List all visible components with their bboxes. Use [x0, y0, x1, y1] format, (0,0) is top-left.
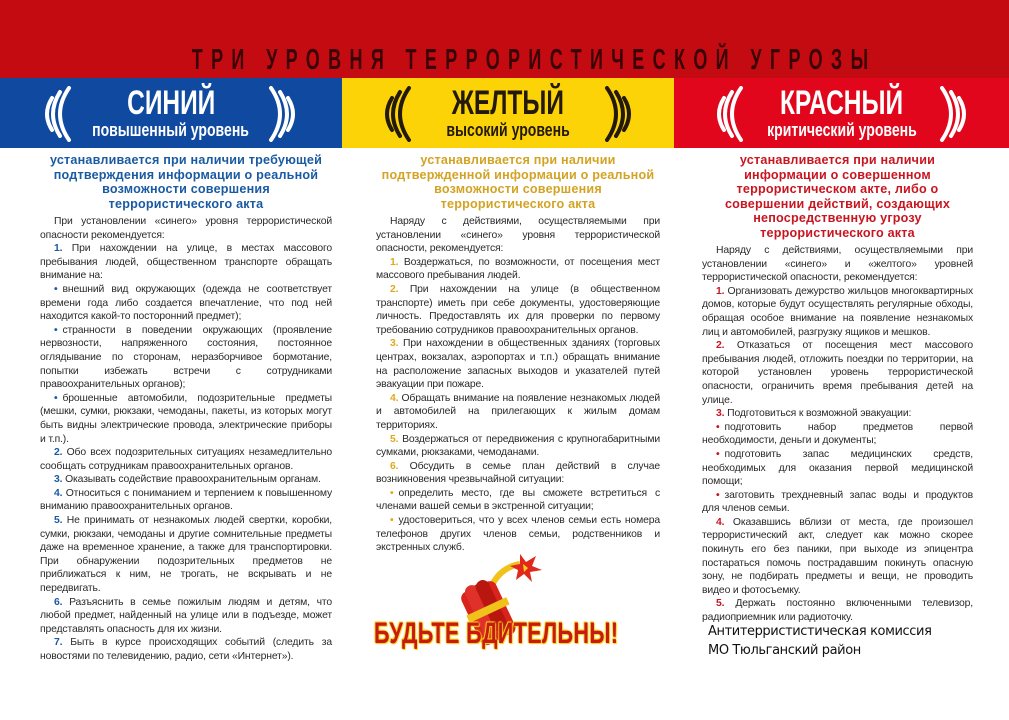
level-subtitle: высокий уровень	[446, 120, 570, 140]
signal-waves-right-icon	[933, 86, 973, 142]
list-item: 5. Держать постоянно включенными телевизор, радиоприемник или радиоточку.	[702, 598, 973, 624]
recommendations	[376, 215, 660, 555]
level-intro: устанавливается при наличии требующей подтверждения информации о реальной возможности совершения террористического акта	[49, 153, 323, 211]
bullet-icon: •	[390, 515, 394, 527]
list-item: 3. При нахождении в общественных зданиях (торговых центрах, вокзалах, аэропортах и т.п.) обращать внимание на расположение запасных выходов и указателей путей эвакуации при пожаре.	[376, 338, 660, 391]
list-item: 4. Обращать внимание на появление незнакомых людей и автомобилей на прилегающих к жилым домам территориях.	[376, 392, 660, 431]
list-item: 1. Воздержаться, по возможности, от посещения мест массового пребывания людей.	[376, 256, 660, 282]
level-subtitle: повышенный уровень	[92, 120, 250, 140]
lead-text: Наряду с действиями, осуществляемыми при установлении «синего» уровня террористической опасности, рекомендуется:	[376, 216, 660, 255]
page-title: ТРИ УРОВНЯ ТЕРРОРИСТИЧЕСКОЙ УГРОЗЫ	[191, 44, 877, 76]
level-band-red	[674, 78, 1009, 148]
level-intro: устанавливается при наличии информации о совершенном террористическом акте, либо о совершении действий, создающих непосредственную угрозу террористического акта	[724, 153, 951, 240]
bullet-icon: •	[54, 283, 58, 295]
list-item: 5. Не принимать от незнакомых людей свертки, коробки, сумки, рюкзаки, чемоданы и другие сомнительные предметы даже на временное хранение, а также для транспортировки. При обнаружении подозрительных предметов не приближаться к ним, не трогать, не вскрывать и не передвигать.	[40, 515, 332, 595]
bullet-icon: •	[390, 487, 394, 499]
bullet-icon: •	[54, 324, 58, 336]
signal-waves-right-icon	[262, 86, 302, 142]
commission-signature	[708, 622, 932, 660]
list-item: • внешний вид окружающих (одежда не соответствует времени года либо создается впечатление, что под ней находится какой-то посторонний предмет);	[40, 283, 332, 323]
signal-waves-left-icon	[378, 86, 418, 142]
list-item: • подготовить запас медицинских средств, необходимых для оказания первой медицинской помощи;	[702, 448, 973, 488]
list-item: 3. Оказывать содействие правоохранительным органам.	[54, 474, 321, 486]
list-item: 2. При нахождении на улице (в общественном транспорте) иметь при себе документы, удостоверяющие личность. Предоставлять их для проверки по первому требованию сотрудников правоохранительных органов.	[376, 283, 660, 336]
level-band-blue	[0, 78, 342, 148]
commission-name: Антитерристистическая комиссия	[708, 624, 932, 639]
level-bands	[0, 78, 1009, 148]
bullet-icon: •	[54, 392, 58, 404]
signal-waves-left-icon	[710, 86, 750, 142]
list-item: 5. Воздержаться от передвижения с крупногабаритными сумками, рюкзаками, чемоданами.	[376, 433, 660, 459]
level-band-yellow	[342, 78, 674, 148]
list-item: 6. Разъяснить в семье пожилым людям и детям, что любой предмет, найденный на улице или в подъезде, может представлять опасность для их жизни.	[40, 596, 332, 635]
list-item: 2. Обо всех подозрительных ситуациях незамедлительно сообщать сотрудникам правоохранительных органов.	[40, 447, 332, 472]
level-name: ЖЕЛТЫЙ	[451, 84, 565, 122]
slogan-text: БУДЬТЕ БДИТЕЛЬНЫ!	[374, 617, 619, 650]
level-subtitle: критический уровень	[766, 120, 917, 140]
recommendations	[702, 244, 973, 625]
signal-waves-left-icon	[38, 86, 78, 142]
list-item: • удостовериться, что у всех членов семьи есть номера телефонов других членов семьи, родственников и экстренных служб.	[376, 515, 660, 554]
list-item: 4. Оказавшись вблизи от места, где произошел террористический акт, следует как можно скорее покинуть его без паники, при выходе из эпицентра постараться помочь пострадавшим покинуть опасную зону, не подбирать предметы и вещи, не проводить видео и фотосъемку.	[702, 516, 973, 596]
list-item: 7. Быть в курсе происходящих событий (следить за новостями по телевидению, радио, сети «Интернет»).	[40, 637, 332, 662]
bullet-icon: •	[716, 489, 720, 501]
recommendations	[40, 215, 332, 664]
list-item: 1. При нахождении на улице, в местах массового пребывания людей, общественном транспорте обращать внимание на:	[40, 243, 332, 282]
list-item: • определить место, где вы сможете встретиться с членами вашей семьи в экстренной ситуации;	[376, 487, 660, 513]
signal-waves-right-icon	[598, 86, 638, 142]
top-banner	[0, 0, 1009, 78]
level-intro: устанавливается при наличии подтвержденной информации о реальной возможности совершения террористического акта	[381, 153, 655, 211]
lead-text: При установлении «синего» уровня террористической опасности рекомендуется:	[40, 216, 332, 241]
list-item: • подготовить набор предметов первой необходимости, деньги и документы;	[702, 421, 973, 447]
vigilance-graphic	[370, 552, 650, 662]
list-item: 2. Отказаться от посещения мест массового пребывания людей, отложить поездки по территории, на которой установлен уровень террористической опасности, ограничить время пребывания детей на улице.	[702, 340, 973, 406]
list-item: • брошенные автомобили, подозрительные предметы (мешки, сумки, рюкзаки, чемоданы, пакеты, из которых могут быть видны электрические провода, электрические приборы и т.п.).	[40, 392, 332, 445]
level-name: СИНИЙ	[126, 84, 216, 122]
list-item: 3. Подготовиться к возможной эвакуации:	[716, 408, 912, 420]
lead-text: Наряду с действиями, осуществляемыми при установлении «синего» и «желтого» уровней террористической опасности, рекомендуется:	[702, 245, 973, 284]
list-item: 4. Относиться с пониманием и терпением к повышенному вниманию правоохранительных органов.	[40, 487, 332, 513]
column-blue	[0, 150, 342, 720]
bullet-icon: •	[716, 448, 720, 460]
list-item: • странности в поведении окружающих (проявление нервозности, напряженного состояния, постоянное оглядывание по сторонам, неразборчивое бормотание, попытки избежать встречи с сотрудниками правоохранительных органов);	[40, 324, 332, 391]
level-name: КРАСНЫЙ	[779, 84, 904, 122]
list-item: 1. Организовать дежурство жильцов многоквартирных домов, которые будут осуществлять регулярные обходы, обращая особое внимание на появление незнакомых лиц и автомобилей, разгрузку ящиков и мешков.	[702, 285, 973, 338]
list-item: • заготовить трехдневный запас воды и продуктов для членов семьи.	[702, 489, 973, 515]
list-item: 6. Обсудить в семье план действий в случае возникновения чрезвычайной ситуации:	[376, 460, 660, 486]
bullet-icon: •	[716, 421, 720, 433]
commission-district: МО Тюльганский район	[708, 643, 861, 658]
